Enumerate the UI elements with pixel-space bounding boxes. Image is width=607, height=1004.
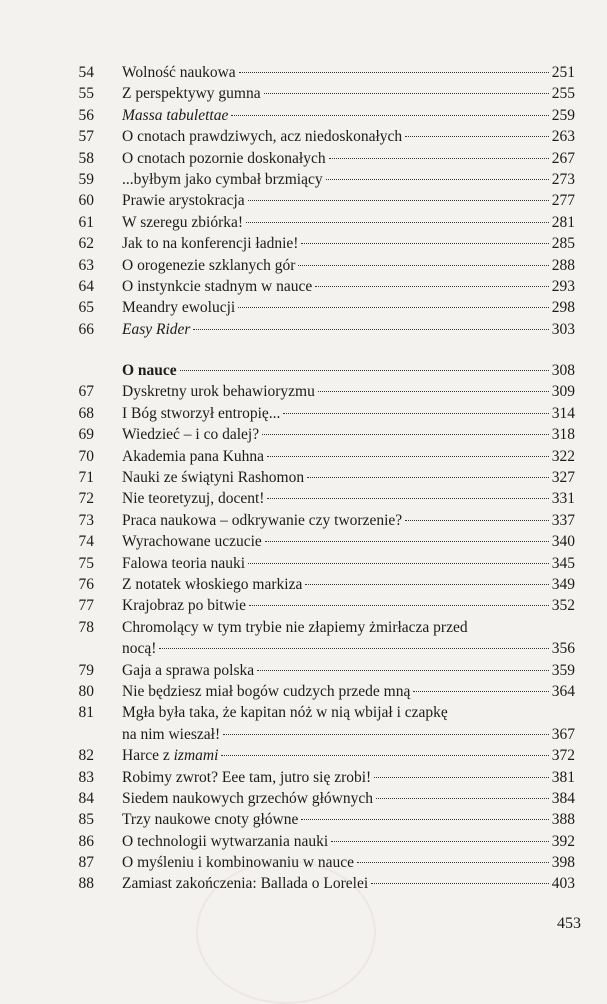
entry-page-number: 388 <box>551 811 575 829</box>
entry-number: 64 <box>78 277 94 295</box>
entry-number: 54 <box>78 64 94 81</box>
leader-dots <box>249 605 549 606</box>
section-gap <box>0 340 607 360</box>
entry-title: Falowa teoria nauki <box>122 554 246 572</box>
entry-title-line <box>122 595 575 616</box>
entry-title: O myśleniu i kombinowaniu w nauce <box>122 854 355 872</box>
leader-dots <box>315 286 548 287</box>
toc-entry <box>0 276 607 297</box>
toc-entry <box>0 255 607 276</box>
entry-title-italic: izmami <box>173 747 219 765</box>
entry-page-number: 322 <box>551 447 575 465</box>
section-page-number: 308 <box>551 362 575 380</box>
entry-number: 58 <box>78 149 94 167</box>
leader-dots <box>193 329 548 330</box>
section-title: O nauce <box>122 362 177 380</box>
entry-title-line <box>122 126 575 147</box>
entry-page-number: 255 <box>551 85 575 103</box>
toc-entry <box>0 702 607 723</box>
entry-title-line <box>122 148 575 169</box>
toc-entry <box>0 319 607 340</box>
leader-dots <box>180 370 549 371</box>
entry-page-number: 267 <box>551 149 575 167</box>
toc-entry <box>0 297 607 318</box>
entry-number: 56 <box>78 106 94 124</box>
toc-entry <box>0 148 607 169</box>
entry-title-line <box>122 255 575 276</box>
leader-dots <box>301 819 548 820</box>
entry-page-number: 392 <box>551 832 575 850</box>
leader-dots <box>267 456 549 457</box>
entry-number: 80 <box>78 682 94 700</box>
entry-page-number: 327 <box>551 469 575 487</box>
entry-number: 68 <box>78 404 94 422</box>
entry-page-number: 359 <box>551 661 575 679</box>
entry-title-line <box>122 424 575 445</box>
entry-number: 75 <box>78 554 94 572</box>
entry-page-number: 398 <box>551 854 575 872</box>
section-title-line <box>122 360 575 381</box>
entry-number: 82 <box>78 747 94 765</box>
entry-title-line <box>122 745 575 766</box>
entry-page-number: 273 <box>551 170 575 188</box>
toc-entry <box>0 767 607 788</box>
page-folio: 453 <box>557 915 581 932</box>
toc-entry <box>0 424 607 445</box>
toc-entry-continuation <box>0 724 607 745</box>
entry-title: Wyrachowane uczucie <box>122 533 262 551</box>
entry-number: 79 <box>78 661 94 679</box>
entry-number: 78 <box>78 618 94 636</box>
entry-title: Robimy zwrot? Eee tam, jutro się zrobi! <box>122 768 372 786</box>
toc-entry <box>0 788 607 809</box>
leader-dots <box>301 243 548 244</box>
entry-number: 61 <box>78 213 94 231</box>
entry-number: 83 <box>78 768 94 786</box>
entry-title: O cnotach prawdziwych, acz niedoskonałych <box>122 128 403 146</box>
entry-number: 55 <box>78 85 94 103</box>
entry-page-number: 285 <box>551 235 575 253</box>
toc-entry <box>0 126 607 147</box>
toc-entry <box>0 403 607 424</box>
entry-page-number: 281 <box>551 213 575 231</box>
entry-page-number: 403 <box>551 875 575 893</box>
entry-title-line <box>122 190 575 211</box>
entry-title-line <box>122 403 575 424</box>
leader-dots <box>262 434 549 435</box>
leader-dots <box>257 670 549 671</box>
entry-title: Nie będziesz miał bogów cudzych przede mną <box>122 682 411 700</box>
entry-title: Dyskretny urok behawioryzmu <box>122 383 315 401</box>
entry-title: O orogenezie szklanych gór <box>122 256 296 274</box>
entry-title-line <box>122 510 575 531</box>
entry-title-line <box>122 233 575 254</box>
entry-page-number: 345 <box>551 554 575 572</box>
leader-dots <box>329 158 549 159</box>
entry-page-number: 367 <box>551 725 575 743</box>
entry-title: Gaja a sprawa polska <box>122 661 255 679</box>
leader-dots <box>374 777 549 778</box>
entry-page-number: 372 <box>551 747 575 765</box>
entry-title-first-line: Chromolący w tym trybie nie złapiemy żmirłacza przed <box>122 618 468 636</box>
entry-title: Siedem naukowych grzechów głównych <box>122 789 373 807</box>
entry-title-first-line: Mgła była taka, że kapitan nóż w nią wbijał i czapkę <box>122 704 448 722</box>
entry-title-line <box>122 276 575 297</box>
entry-title: Nauki ze świątyni Rashomon <box>122 469 305 487</box>
leader-dots <box>371 883 549 884</box>
entry-title: Nie teoretyzuj, docent! <box>122 490 265 508</box>
entry-number: 71 <box>78 469 94 487</box>
leader-dots <box>376 798 549 799</box>
entry-page-number: 364 <box>551 682 575 700</box>
leader-dots <box>318 391 549 392</box>
entry-page-number: 303 <box>551 320 575 338</box>
entry-title: nocą! <box>122 640 157 658</box>
entry-page-number: 263 <box>551 128 575 146</box>
toc-entry <box>0 617 607 638</box>
entry-number: 86 <box>78 832 94 850</box>
toc-entry <box>0 105 607 126</box>
toc-entry <box>0 212 607 233</box>
entry-title: Jak to na konferencji ładnie! <box>122 235 299 253</box>
entry-title: ...byłbym jako cymbał brzmiący <box>122 170 323 188</box>
entry-number: 59 <box>78 170 94 188</box>
toc-entry <box>0 446 607 467</box>
entry-title-line <box>122 788 575 809</box>
entry-title-line <box>122 831 575 852</box>
entry-title: Massa tabulettae <box>122 106 229 124</box>
leader-dots <box>305 584 548 585</box>
section-heading-row <box>0 360 607 381</box>
entry-title: O cnotach pozornie doskonałych <box>122 149 326 167</box>
toc-entry <box>0 510 607 531</box>
entry-title-line <box>122 767 575 788</box>
entry-page-number: 298 <box>551 299 575 317</box>
entry-page-number: 340 <box>551 533 575 551</box>
entry-title-line <box>122 169 575 190</box>
leader-dots <box>265 541 549 542</box>
entry-title: Krajobraz po bitwie <box>122 597 246 615</box>
entry-page-number: 352 <box>551 597 575 615</box>
leader-dots <box>231 115 548 116</box>
entry-number: 72 <box>78 490 94 508</box>
toc-entry <box>0 467 607 488</box>
toc-entry <box>0 660 607 681</box>
toc-entry <box>0 745 607 766</box>
entry-title-line <box>122 381 575 402</box>
toc-entry <box>0 809 607 830</box>
entry-title-line <box>122 553 575 574</box>
leader-dots <box>159 648 548 649</box>
toc-entry <box>0 531 607 552</box>
entry-title: Zamiast zakończenia: Ballada o Lorelei <box>122 875 369 893</box>
entry-number: 70 <box>78 447 94 465</box>
entry-title: na nim wieszał! <box>122 725 221 743</box>
leader-dots <box>331 841 549 842</box>
entry-title: Meandry ewolucji <box>122 299 236 317</box>
entry-number: 67 <box>78 383 94 401</box>
toc-entry <box>0 488 607 509</box>
entry-title <box>122 745 218 766</box>
entry-number: 74 <box>78 533 94 551</box>
entry-page-number: 277 <box>551 192 575 210</box>
entry-title-line <box>122 83 575 104</box>
entry-number: 69 <box>78 426 94 444</box>
entry-title-line <box>122 638 575 659</box>
entry-title-line <box>122 105 575 126</box>
leader-dots <box>264 93 549 94</box>
entry-page-number: 337 <box>551 511 575 529</box>
entry-page-number: 314 <box>551 404 575 422</box>
entry-title: Wolność naukowa <box>122 64 236 81</box>
entry-title: O instynkcie stadnym w nauce <box>122 277 313 295</box>
entry-title-line <box>122 62 575 83</box>
toc-entry <box>0 381 607 402</box>
entry-title-line <box>122 852 575 873</box>
entry-number: 63 <box>78 256 94 274</box>
entry-title: Z notatek włoskiego markiza <box>122 575 303 593</box>
leader-dots <box>405 136 549 137</box>
entry-number: 60 <box>78 192 94 210</box>
leader-dots <box>248 563 549 564</box>
entry-page-number: 349 <box>551 575 575 593</box>
leader-dots <box>307 477 549 478</box>
entry-title: Prawie arystokracja <box>122 192 245 210</box>
leader-dots <box>223 734 549 735</box>
toc-entry <box>0 831 607 852</box>
entry-title-line <box>122 446 575 467</box>
entry-number: 62 <box>78 235 94 253</box>
entry-page-number: 384 <box>551 789 575 807</box>
entry-number: 84 <box>78 789 94 807</box>
leader-dots <box>298 265 548 266</box>
entry-title: Praca naukowa – odkrywanie czy tworzenie? <box>122 511 403 529</box>
entry-title-line <box>122 660 575 681</box>
entry-number: 65 <box>78 299 94 317</box>
toc-entry <box>0 190 607 211</box>
entry-number: 77 <box>78 597 94 615</box>
entry-page-number: 318 <box>551 426 575 444</box>
entry-title-line <box>122 724 575 745</box>
entry-title-line <box>122 531 575 552</box>
entry-page-number: 381 <box>551 768 575 786</box>
entry-number: 88 <box>78 875 94 893</box>
toc-entry <box>0 62 607 83</box>
entry-title: Akademia pana Kuhna <box>122 447 265 465</box>
entry-number: 85 <box>78 811 94 829</box>
faint-library-stamp <box>196 860 376 1004</box>
entry-title: Trzy naukowe cnoty główne <box>122 811 299 829</box>
entry-page-number: 288 <box>551 256 575 274</box>
entry-title: O technologii wytwarzania nauki <box>122 832 329 850</box>
toc-entry <box>0 233 607 254</box>
entry-page-number: 309 <box>551 383 575 401</box>
leader-dots <box>221 755 548 756</box>
entry-title-plain: Harce z <box>122 747 174 765</box>
entry-title: Z perspektywy gumna <box>122 85 261 103</box>
entry-title-line <box>122 617 575 638</box>
entry-number: 81 <box>78 704 94 722</box>
entry-number: 66 <box>78 320 94 338</box>
entry-title-line <box>122 297 575 318</box>
leader-dots <box>413 691 548 692</box>
entry-title: W szeregu zbiórka! <box>122 213 244 231</box>
toc-group-a <box>0 62 607 340</box>
entry-title-line <box>122 574 575 595</box>
entry-number: 57 <box>78 128 94 146</box>
leader-dots <box>405 520 549 521</box>
toc-entry <box>0 83 607 104</box>
leader-dots <box>267 498 548 499</box>
entry-title-line <box>122 212 575 233</box>
entry-number: 76 <box>78 575 94 593</box>
toc-entry <box>0 595 607 616</box>
toc-group-b <box>0 381 607 894</box>
toc-entry <box>0 681 607 702</box>
entry-title: I Bóg stworzył entropię... <box>122 404 281 422</box>
toc-entry <box>0 574 607 595</box>
entry-title-line <box>122 488 575 509</box>
entry-page-number: 293 <box>551 277 575 295</box>
leader-dots <box>248 200 549 201</box>
entry-page-number: 331 <box>551 490 575 508</box>
entry-title-line <box>122 681 575 702</box>
toc-entry <box>0 553 607 574</box>
toc-entry-continuation <box>0 638 607 659</box>
entry-title-line <box>122 809 575 830</box>
entry-title: Easy Rider <box>122 320 191 338</box>
entry-page-number: 356 <box>551 640 575 658</box>
table-of-contents <box>0 62 607 895</box>
leader-dots <box>246 222 549 223</box>
toc-entry <box>0 169 607 190</box>
entry-page-number: 251 <box>551 64 575 81</box>
leader-dots <box>239 72 549 73</box>
entry-title-line <box>122 319 575 340</box>
leader-dots <box>326 179 549 180</box>
entry-title: Wiedzieć – i co dalej? <box>122 426 260 444</box>
entry-title-line <box>122 467 575 488</box>
entry-number: 73 <box>78 511 94 529</box>
leader-dots <box>238 307 549 308</box>
entry-page-number: 259 <box>551 106 575 124</box>
leader-dots <box>283 413 548 414</box>
entry-title-line <box>122 702 575 723</box>
entry-number: 87 <box>78 854 94 872</box>
leader-dots <box>357 862 549 863</box>
